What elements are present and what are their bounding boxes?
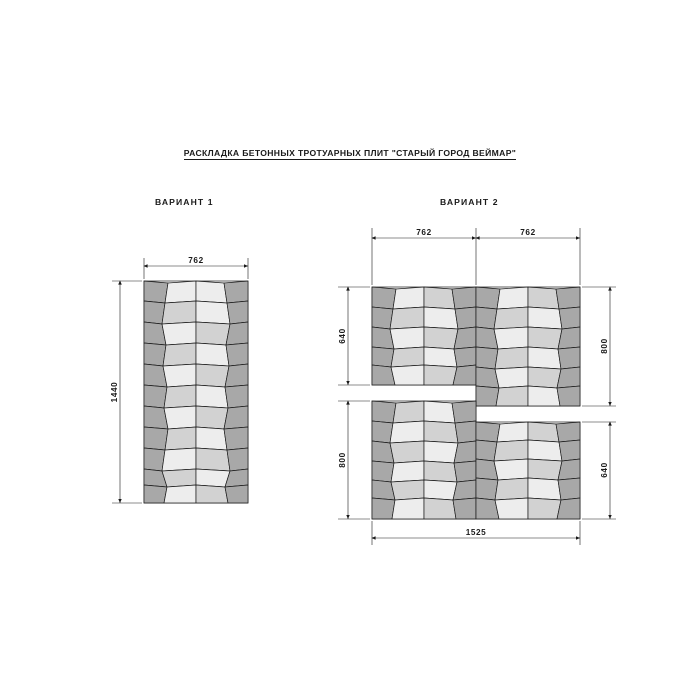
variant-1-pattern bbox=[144, 281, 248, 503]
variant-2-bottom-pattern bbox=[372, 401, 580, 519]
variant-2-label: ВАРИАНТ 2 bbox=[440, 197, 499, 207]
dim-v2-bottom-right-height: 640 bbox=[600, 462, 609, 478]
dim-v2-top-left-height: 640 bbox=[338, 328, 347, 344]
page-title-text: РАСКЛАДКА БЕТОННЫХ ТРОТУАРНЫХ ПЛИТ "СТАРЫЙ ГОРОД ВЕЙМАР" bbox=[183, 148, 517, 158]
dim-v2-top-left-width: 762 bbox=[416, 228, 432, 237]
variant-2-top-pattern bbox=[372, 287, 580, 406]
dim-v2-total-width: 1525 bbox=[465, 528, 487, 537]
dim-v2-top-right-width: 762 bbox=[520, 228, 536, 237]
dim-v1-width: 762 bbox=[188, 256, 204, 265]
variant-1-label: ВАРИАНТ 1 bbox=[155, 197, 214, 207]
dim-v2-bottom-left-height: 800 bbox=[338, 452, 347, 468]
dim-v1-height: 1440 bbox=[110, 381, 119, 403]
dim-v2-top-right-height: 800 bbox=[600, 338, 609, 354]
